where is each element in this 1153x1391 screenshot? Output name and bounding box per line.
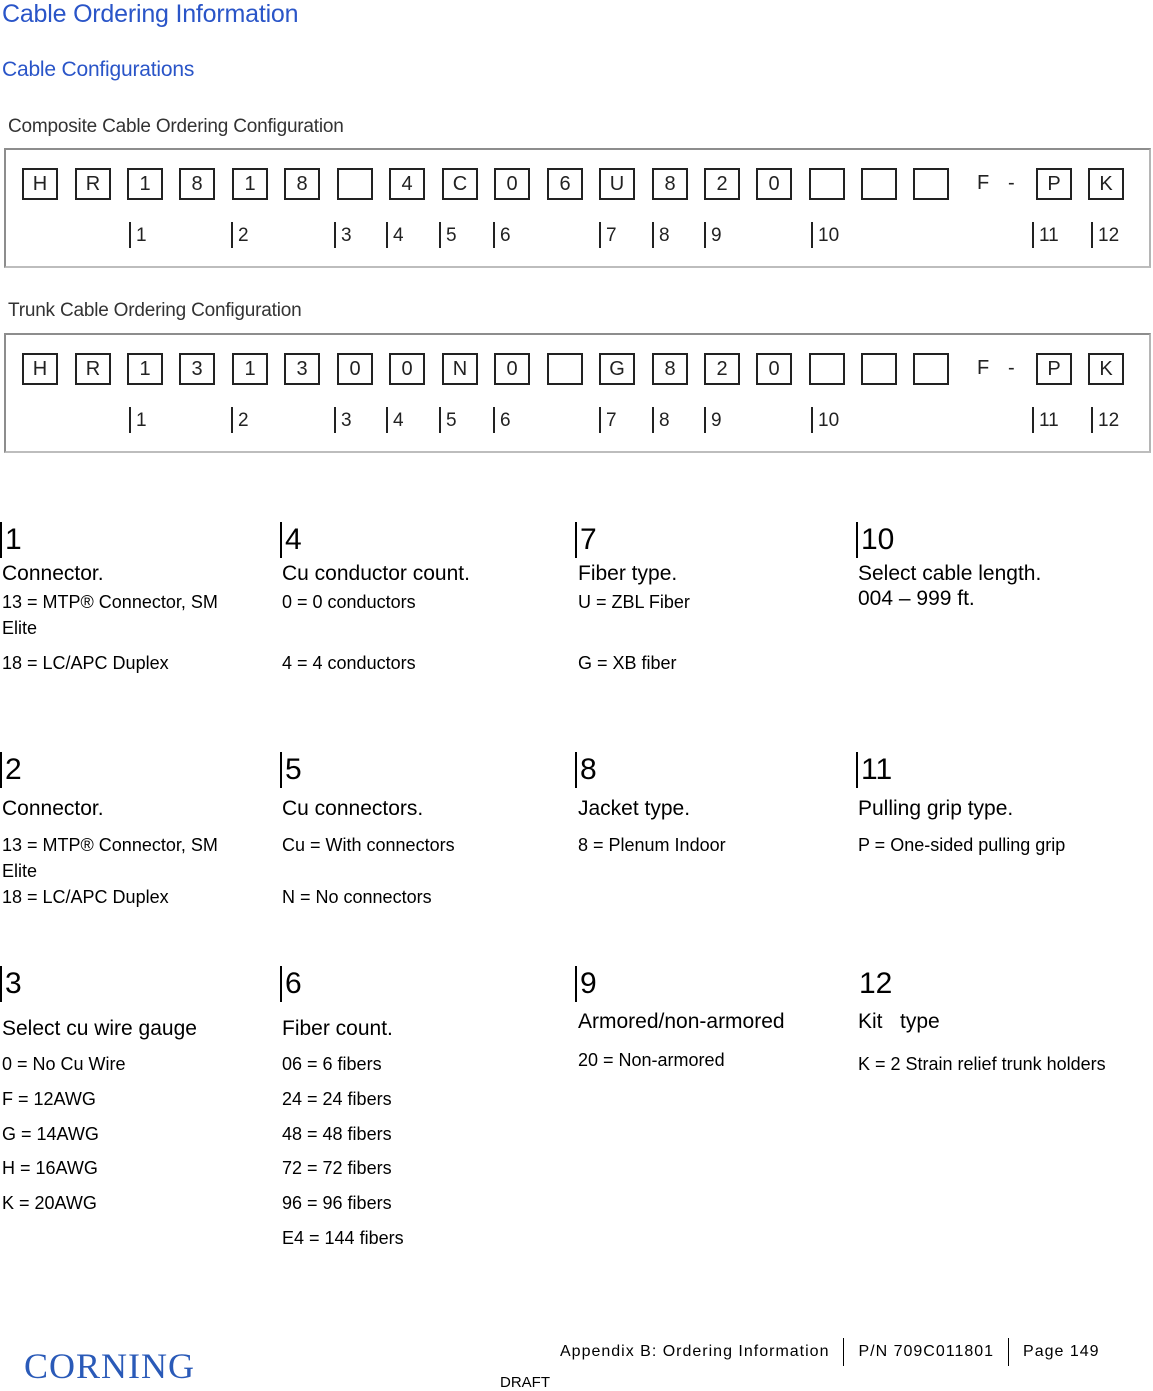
footer-part-number: P/N 709C011801	[858, 1343, 995, 1361]
field-number: 7	[575, 522, 597, 558]
code-box: R	[75, 168, 111, 200]
field-value: 48 = 48 fibers	[282, 1124, 392, 1144]
field-value: P = One-sided pulling grip	[858, 835, 1066, 855]
field-number: 2	[0, 752, 22, 788]
code-box: 6	[547, 168, 583, 200]
code-box	[913, 168, 949, 200]
page-heading: Cable Ordering Information	[2, 0, 299, 28]
position-marker: 12	[1091, 222, 1119, 248]
code-box	[809, 168, 845, 200]
field-label: Armored/non-armored	[578, 1010, 785, 1033]
field-value: K = 20AWG	[2, 1193, 97, 1213]
field-label: Pulling grip type.	[858, 797, 1014, 820]
code-box	[913, 353, 949, 385]
field-value: K = 2 Strain relief trunk holders	[858, 1054, 1106, 1074]
code-letter-f: F	[977, 172, 990, 194]
code-box: K	[1088, 168, 1124, 200]
field-value: E4 = 144 fibers	[282, 1228, 404, 1248]
code-box: 0	[494, 168, 530, 200]
field-value: 24 = 24 fibers	[282, 1089, 392, 1109]
position-marker: 5	[439, 222, 457, 248]
field-value: 0 = 0 conductors	[282, 592, 416, 612]
field-value: G = 14AWG	[2, 1124, 99, 1144]
field-value: 18 = LC/APC Duplex	[2, 653, 169, 673]
field-label: Select cu wire gauge	[2, 1017, 197, 1040]
code-box: R	[75, 353, 111, 385]
field-value: 06 = 6 fibers	[282, 1054, 382, 1074]
position-marker: 4	[386, 407, 404, 433]
field-number: 4	[280, 522, 302, 558]
field-value: 18 = LC/APC Duplex	[2, 887, 169, 907]
field-label: Select cable length.	[858, 562, 1042, 585]
field-value: Elite	[2, 618, 38, 638]
footer-page-number: Page 149	[1023, 1343, 1100, 1361]
position-marker: 5	[439, 407, 457, 433]
code-box	[861, 168, 897, 200]
position-marker: 7	[599, 222, 617, 248]
position-marker: 6	[493, 407, 511, 433]
position-marker: 10	[811, 222, 839, 248]
code-dash: -	[1008, 357, 1015, 379]
field-number: 10	[856, 522, 894, 558]
code-box: P	[1036, 353, 1072, 385]
trunk-config-diagram	[4, 333, 1151, 453]
field-value: 8 = Plenum Indoor	[578, 835, 726, 855]
field-number: 9	[575, 966, 597, 1002]
field-label: Cu connectors.	[282, 797, 424, 820]
field-number: 8	[575, 752, 597, 788]
footer-section: Appendix B: Ordering Information	[560, 1343, 830, 1361]
footer-divider	[1008, 1338, 1009, 1366]
code-box	[337, 168, 373, 200]
field-value: 20 = Non-armored	[578, 1050, 725, 1070]
position-marker: 9	[704, 407, 722, 433]
code-box: K	[1088, 353, 1124, 385]
field-number: 11	[856, 752, 892, 788]
code-box: 0	[389, 353, 425, 385]
position-marker: 11	[1032, 407, 1059, 433]
position-marker: 10	[811, 407, 839, 433]
code-box: 0	[756, 168, 792, 200]
position-marker: 2	[231, 222, 249, 248]
code-box	[547, 353, 583, 385]
code-box	[809, 353, 845, 385]
code-box: 0	[756, 353, 792, 385]
field-value: 13 = MTP® Connector, SM	[2, 835, 218, 855]
field-value: 13 = MTP® Connector, SM	[2, 592, 218, 612]
field-label: Kit type	[858, 1010, 940, 1033]
field-value: 0 = No Cu Wire	[2, 1054, 126, 1074]
position-marker: 7	[599, 407, 617, 433]
field-label: Fiber count.	[282, 1017, 393, 1040]
code-box: 8	[652, 168, 688, 200]
field-value: F = 12AWG	[2, 1089, 96, 1109]
code-box: H	[22, 168, 58, 200]
field-value: 72 = 72 fibers	[282, 1158, 392, 1178]
field-label: Fiber type.	[578, 562, 678, 585]
field-value: 004 – 999 ft.	[858, 587, 975, 610]
code-box: N	[442, 353, 478, 385]
code-box: 3	[179, 353, 215, 385]
position-marker: 11	[1032, 222, 1059, 248]
position-marker: 1	[129, 407, 147, 433]
code-dash: -	[1008, 172, 1015, 194]
position-marker: 1	[129, 222, 147, 248]
code-box: 0	[337, 353, 373, 385]
corning-logo: CORNING	[24, 1346, 196, 1386]
field-number: 1	[0, 522, 22, 558]
code-box: G	[599, 353, 635, 385]
field-value: G = XB fiber	[578, 653, 677, 673]
field-value: Cu = With connectors	[282, 835, 455, 855]
field-number: 12	[859, 967, 893, 1000]
code-box: 3	[284, 353, 320, 385]
draft-watermark: DRAFT	[500, 1374, 550, 1391]
code-box: 2	[704, 168, 740, 200]
field-value: H = 16AWG	[2, 1158, 98, 1178]
position-marker: 4	[386, 222, 404, 248]
field-value: Elite	[2, 861, 38, 881]
code-box: 0	[494, 353, 530, 385]
position-marker: 8	[652, 407, 670, 433]
field-label: Jacket type.	[578, 797, 691, 820]
code-box: 2	[704, 353, 740, 385]
code-letter-f: F	[977, 357, 990, 379]
code-box	[861, 353, 897, 385]
code-box: C	[442, 168, 478, 200]
field-value: 4 = 4 conductors	[282, 653, 416, 673]
position-marker: 3	[334, 222, 352, 248]
code-box: 1	[232, 168, 268, 200]
code-box: 1	[127, 353, 163, 385]
composite-config-title: Composite Cable Ordering Configuration	[8, 116, 344, 137]
field-number: 3	[0, 966, 22, 1002]
code-box: U	[599, 168, 635, 200]
field-value: U = ZBL Fiber	[578, 592, 690, 612]
field-number: 5	[280, 752, 302, 788]
code-box: 8	[652, 353, 688, 385]
field-value: 96 = 96 fibers	[282, 1193, 392, 1213]
position-marker: 3	[334, 407, 352, 433]
page-footer	[560, 1338, 1100, 1366]
footer-divider	[843, 1338, 844, 1366]
position-marker: 8	[652, 222, 670, 248]
field-value: N = No connectors	[282, 887, 432, 907]
field-label: Connector.	[2, 797, 104, 820]
field-label: Connector.	[2, 562, 104, 585]
position-marker: 9	[704, 222, 722, 248]
code-box: 4	[389, 168, 425, 200]
trunk-config-title: Trunk Cable Ordering Configuration	[8, 300, 302, 321]
code-box: H	[22, 353, 58, 385]
code-box: 1	[232, 353, 268, 385]
field-number: 6	[280, 966, 302, 1002]
code-box: 8	[179, 168, 215, 200]
section-heading: Cable Configurations	[2, 58, 195, 81]
composite-config-diagram	[4, 148, 1151, 268]
field-label: Cu conductor count.	[282, 562, 470, 585]
position-marker: 2	[231, 407, 249, 433]
code-box: 1	[127, 168, 163, 200]
code-box: P	[1036, 168, 1072, 200]
position-marker: 6	[493, 222, 511, 248]
code-box: 8	[284, 168, 320, 200]
position-marker: 12	[1091, 407, 1119, 433]
